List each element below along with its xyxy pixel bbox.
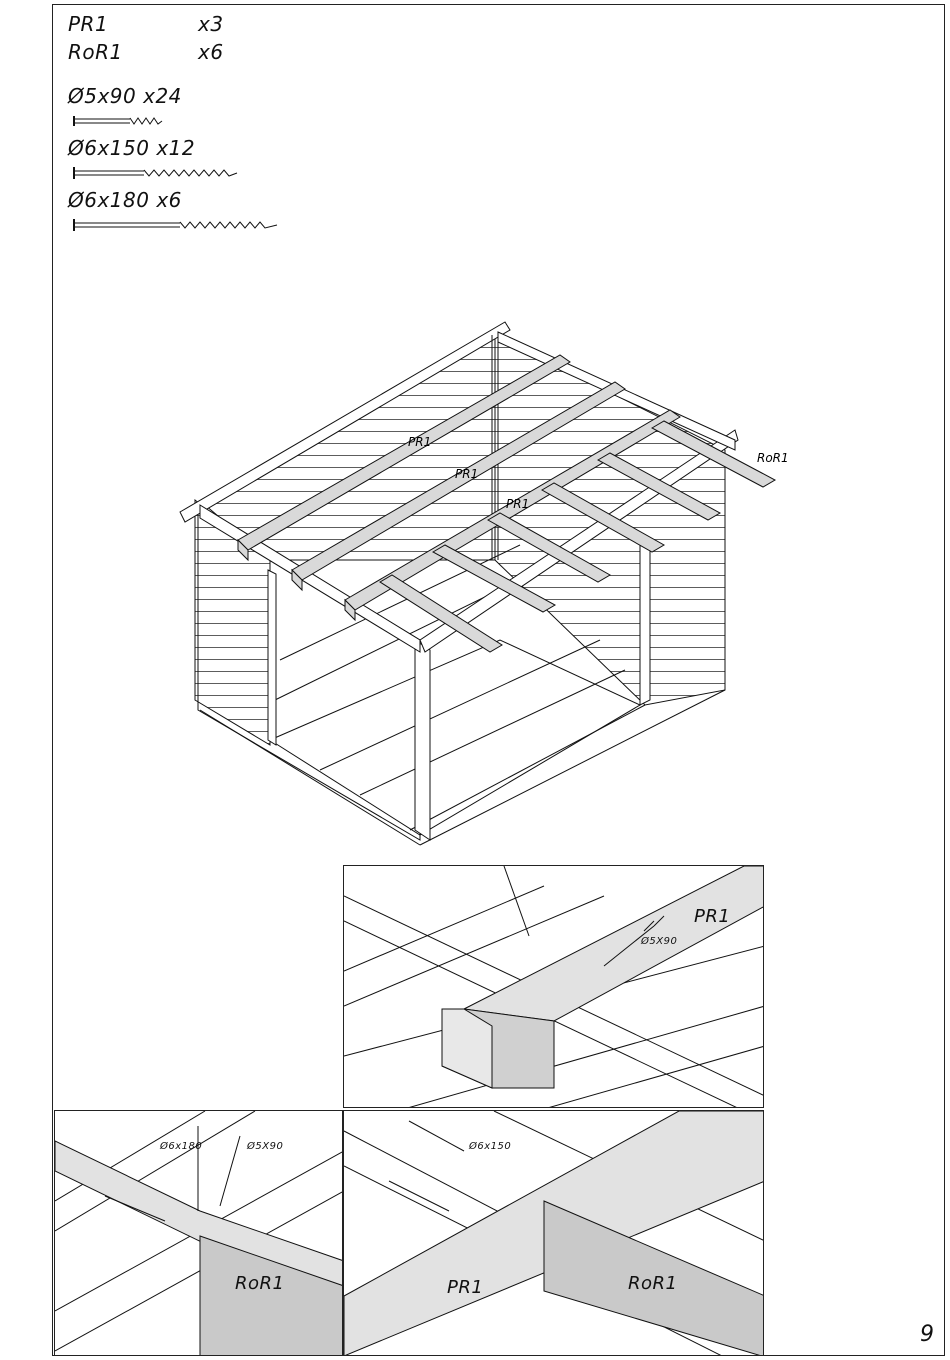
screw-label-6x180: Ø6x180 x6 [68,188,182,212]
detail-bl-screw-b-label: Ø5X90 [247,1141,284,1152]
screw-label-6x150: Ø6x150 x12 [68,136,196,160]
detail-bl-label-ror1: RoR1 [235,1273,285,1294]
detail-panel-bottom-left [54,1110,343,1356]
diagram-label-pr1-a: PR1 [408,435,432,449]
detail-br-screw-label: Ø6x150 [469,1141,512,1152]
detail-br-label-pr1: PR1 [447,1277,484,1298]
diagram-label-pr1-b: PR1 [455,467,479,481]
detail-top-screw-label: Ø5X90 [641,936,678,947]
diagram-label-pr1-c: PR1 [506,497,530,511]
detail-top-label-pr1: PR1 [694,906,731,927]
part-qty-pr1: x3 [198,12,224,36]
part-qty-ror1: x6 [198,40,224,64]
detail-bl-screw-a-label: Ø6x180 [160,1141,203,1152]
detail-panel-bottom-right [343,1110,764,1356]
diagram-label-ror1: RoR1 [757,451,789,465]
screw-label-5x90: Ø5x90 x24 [68,84,182,108]
page-number: 9 [920,1322,934,1347]
part-code-pr1: PR1 [68,12,109,36]
detail-br-label-ror1: RoR1 [628,1273,678,1294]
detail-panel-top [343,865,764,1108]
back-wall [205,335,495,560]
part-code-ror1: RoR1 [68,40,123,64]
